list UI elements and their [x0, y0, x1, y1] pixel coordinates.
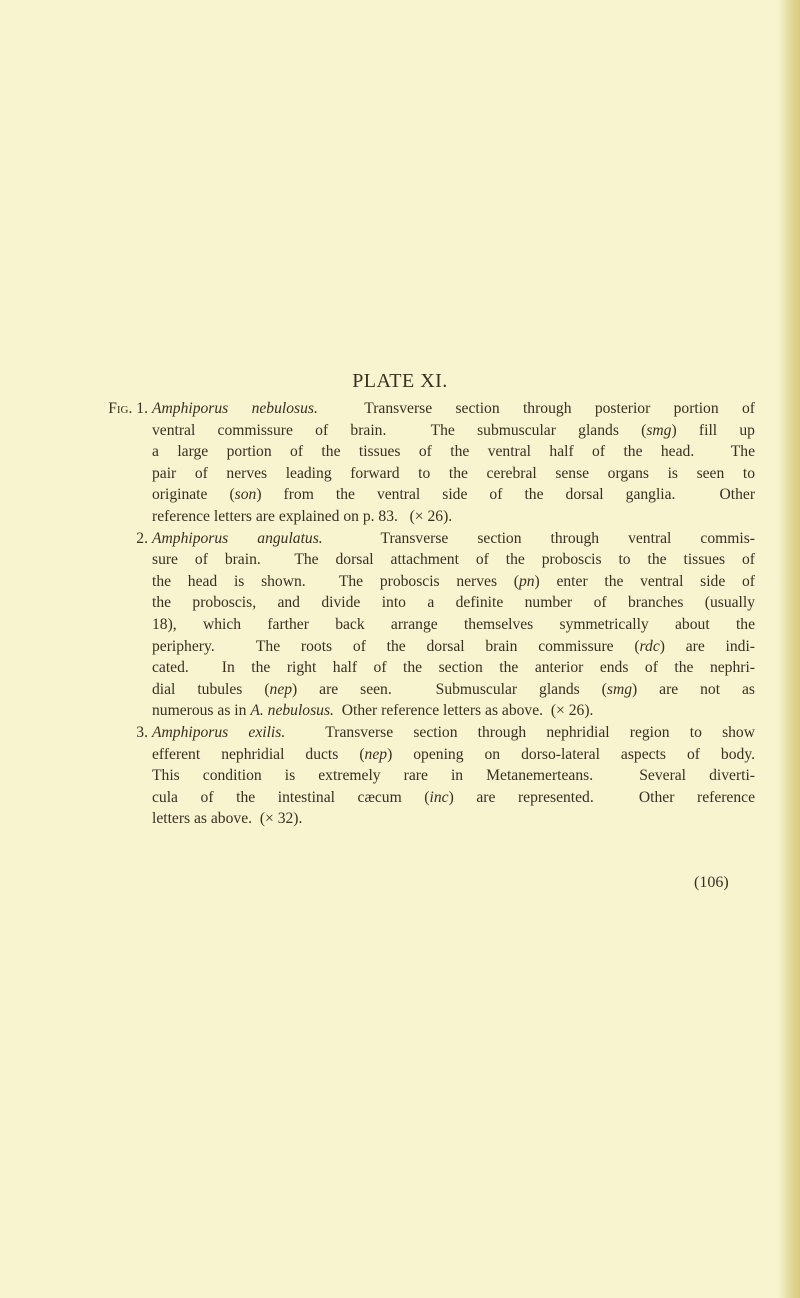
caption-line: [152, 528, 755, 550]
caption-line: [152, 592, 755, 614]
caption-line: [152, 808, 755, 830]
caption-text: a large portion of the tissues of the ventral half of the head. The: [152, 443, 755, 461]
caption-line: [152, 765, 755, 787]
italic-term: inc: [429, 788, 449, 806]
caption-text: originate (: [152, 486, 235, 504]
caption-text: This condition is extremely rare in Metanemerteans. Several diverti-: [152, 767, 755, 785]
caption-text: Other reference letters as above. (× 26).: [333, 702, 594, 720]
caption-line: [152, 636, 755, 658]
caption-line: [152, 398, 755, 420]
caption-text: 18), which farther back arrange themselves symmetrically about the: [152, 615, 755, 633]
figure-label: [90, 528, 148, 550]
italic-term: Amphiporus nebulosus.: [152, 400, 318, 417]
caption-line: [152, 441, 755, 463]
caption-text: ) are not as: [632, 680, 755, 698]
caption-text: pair of nerves leading forward to the cerebral sense organs is seen to: [152, 464, 755, 482]
figure-caption-3: [90, 722, 755, 830]
caption-text: cula of the intestinal cæcum (: [152, 788, 430, 806]
caption-text: ) are represented. Other reference: [448, 788, 755, 806]
caption-line: [152, 420, 755, 442]
caption-line: [152, 787, 755, 809]
italic-term: Amphiporus angulatus.: [152, 529, 323, 547]
caption-text: ) are indi-: [659, 637, 756, 655]
caption-line: [152, 484, 755, 506]
caption-text: sure of brain. The dorsal attachment of the proboscis to the tissues of: [152, 551, 755, 569]
italic-term: smg: [606, 680, 633, 698]
caption-line: [152, 549, 755, 571]
plate-title: PLATE XI.: [352, 370, 448, 392]
caption-text: ) are seen. Submuscular glands (: [292, 680, 607, 698]
caption-text: dial tubules (: [152, 680, 270, 698]
caption-line: [152, 700, 755, 722]
caption-text: ) from the ventral side of the dorsal ganglia. Other: [256, 486, 756, 504]
figure-captions: [90, 398, 755, 830]
caption-line: [152, 614, 755, 636]
caption-text: numerous as in: [152, 702, 251, 720]
italic-term: son: [234, 486, 257, 504]
figure-label: [90, 722, 148, 744]
figure-number: 1.: [136, 400, 148, 417]
italic-term: A. nebulosus.: [250, 702, 334, 720]
caption-line: [152, 722, 755, 744]
page-edge-shadow: [778, 0, 800, 1298]
italic-term: rdc: [639, 637, 660, 655]
caption-text: the head is shown. The proboscis nerves (: [152, 572, 519, 590]
caption-text: periphery. The roots of the dorsal brain commissure (: [152, 637, 640, 655]
caption-line: [152, 657, 755, 679]
caption-line: [152, 506, 755, 528]
figure-caption-2: [90, 528, 755, 722]
figure-number: 2.: [136, 529, 148, 547]
figure-label: [90, 398, 148, 420]
caption-text: ) fill up: [671, 421, 755, 439]
caption-text: Transverse section through ventral commis-: [322, 529, 755, 547]
italic-term: pn: [518, 572, 535, 590]
caption-line: [152, 571, 755, 593]
caption-line: [152, 463, 755, 485]
italic-term: smg: [646, 421, 672, 439]
fig-word: Fig.: [108, 400, 133, 417]
caption-text: the proboscis, and divide into a definite number of branches (usually: [152, 594, 755, 612]
caption-text: cated. In the right half of the section the anterior ends of the nephri-: [152, 659, 755, 677]
caption-text: ventral commissure of brain. The submuscular glands (: [152, 421, 647, 439]
caption-text: Transverse section through nephridial region to show: [285, 723, 755, 741]
caption-text: Transverse section through posterior portion of: [317, 400, 755, 417]
italic-term: Amphiporus exilis.: [152, 723, 286, 741]
page-number: (106): [694, 874, 729, 891]
italic-term: nep: [269, 680, 293, 698]
italic-term: nep: [364, 745, 388, 763]
caption-text: letters as above. (× 32).: [152, 810, 303, 828]
caption-text: ) opening on dorso-lateral aspects of body.: [387, 745, 756, 763]
caption-line: [152, 679, 755, 701]
caption-line: [152, 744, 755, 766]
figure-caption-1: [90, 398, 755, 528]
caption-text: ) enter the ventral side of: [534, 572, 755, 590]
caption-text: efferent nephridial ducts (: [152, 745, 365, 763]
caption-text: reference letters are explained on p. 83. (× 26).: [152, 507, 453, 525]
figure-number: 3.: [136, 723, 148, 741]
